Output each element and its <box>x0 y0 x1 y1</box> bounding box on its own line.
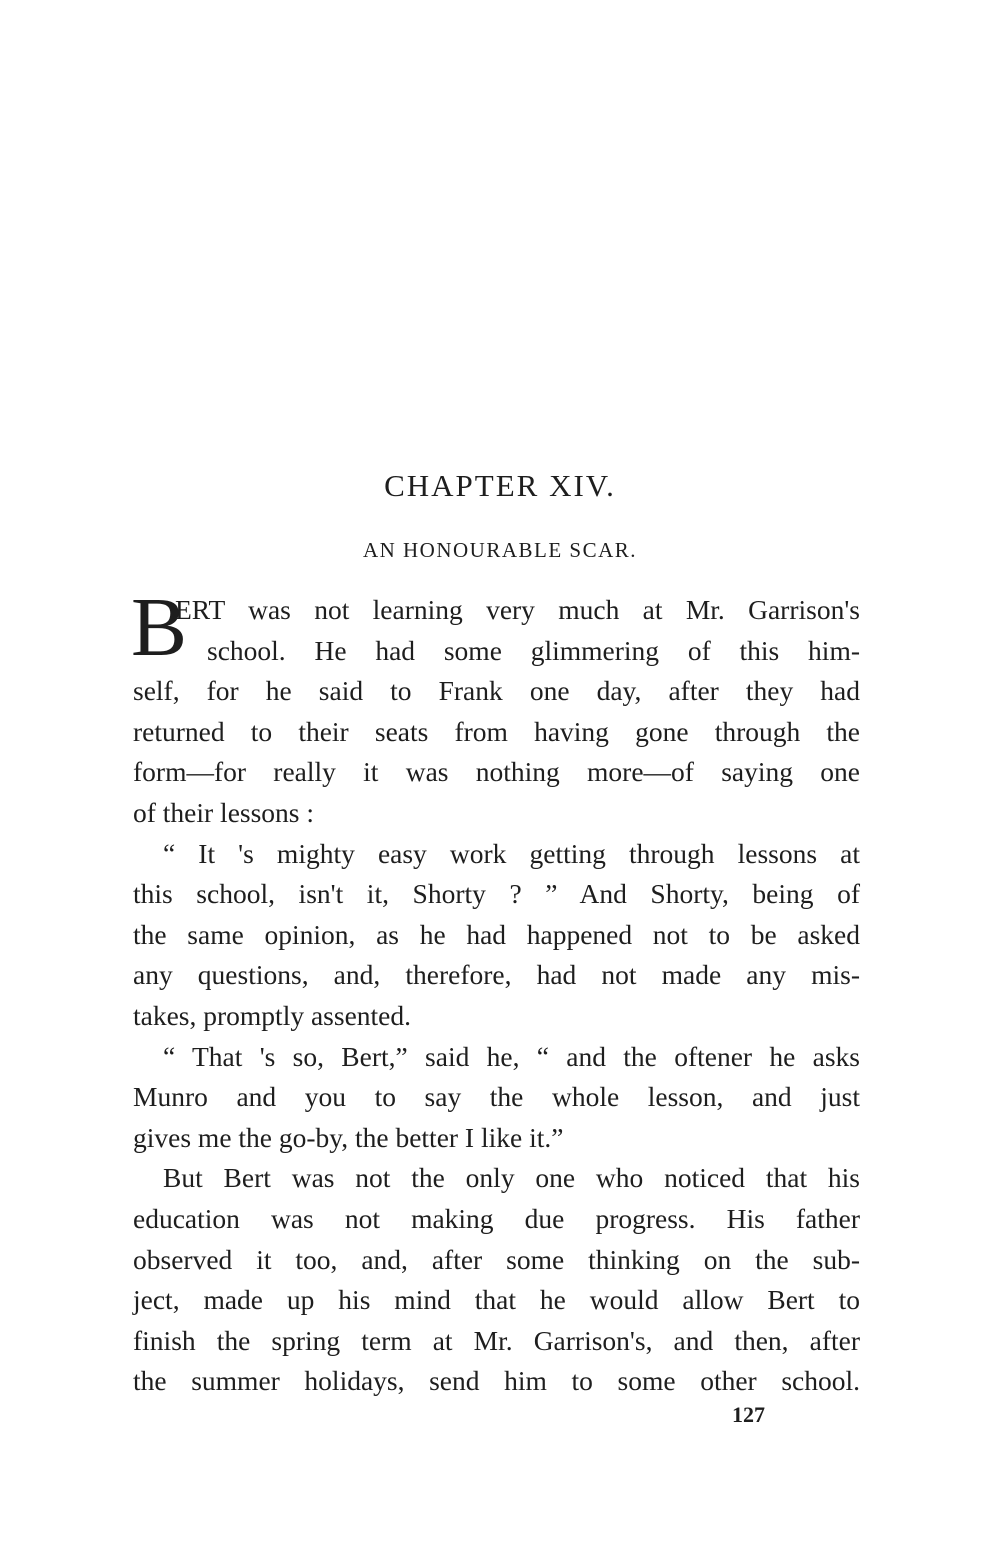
text-line: gives me the go-by, the better I like it.” <box>133 1121 564 1153</box>
text-line: Munro and you to say the whole lesson, and just <box>133 1081 860 1113</box>
page-number: 127 <box>732 1402 765 1427</box>
text-line: returned to their seats from having gone through the <box>133 715 860 747</box>
chapter-subtitle: AN HONOURABLE SCAR. <box>362 538 638 562</box>
text-line: takes, promptly assented. <box>133 999 411 1031</box>
text-line: But Bert was not the only one who noticed that his <box>163 1162 860 1194</box>
text-line: form—for really it was nothing more—of saying one <box>133 756 860 788</box>
text-line: any questions, and, therefore, had not made any mis- <box>133 959 860 991</box>
text-line: “ That 's so, Bert,” said he, “ and the oftener he asks <box>163 1040 860 1072</box>
text-line: school. He had some glimmering of this him- <box>207 634 860 666</box>
text-line: the summer holidays, send him to some other school. <box>133 1365 860 1397</box>
text-line: education was not making due progress. His father <box>133 1202 860 1234</box>
text-line: finish the spring term at Mr. Garrison's, and then, after <box>133 1324 860 1356</box>
text-line: ERT was not learning very much at Mr. Garrison's <box>175 594 860 625</box>
chapter-title: CHAPTER XIV. <box>384 468 616 503</box>
text-line: ject, made up his mind that he would allow Bert to <box>133 1284 860 1316</box>
text-line: observed it too, and, after some thinking on the sub- <box>133 1243 860 1275</box>
text-line: the same opinion, as he had happened not to be asked <box>133 918 860 950</box>
body-text <box>131 581 860 1402</box>
drop-cap: B <box>131 581 188 674</box>
text-line: this school, isn't it, Shorty ? ” And Shorty, being of <box>133 878 860 910</box>
text-line: self, for he said to Frank one day, after they had <box>133 675 860 707</box>
text-line: “ It 's mighty easy work getting through lessons at <box>163 837 860 869</box>
text-line: of their lessons : <box>133 796 315 828</box>
